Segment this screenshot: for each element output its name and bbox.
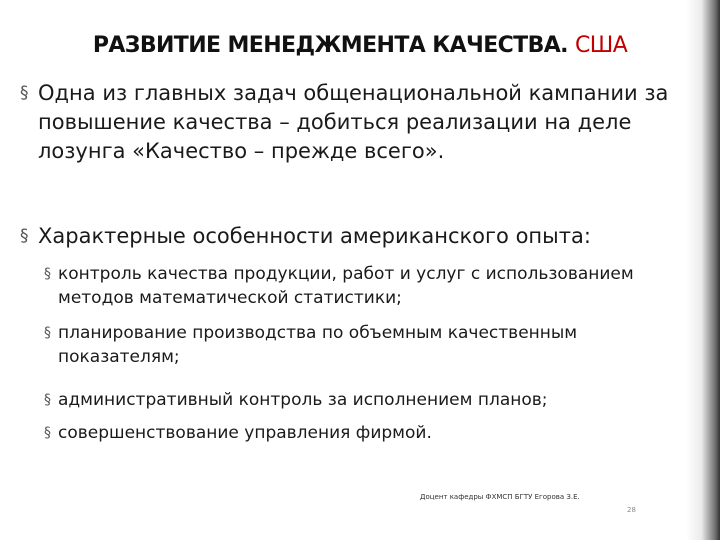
sub-bullet-text: административный контроль за исполнением планов; — [58, 390, 548, 410]
sub-bullet-text: совершенствование управления фирмой. — [58, 423, 432, 443]
bullet-text: Одна из главных задач общенациональной кампании за повышение качества – добиться реализации на деле лозунга «Качество – прежде всего». — [38, 81, 669, 163]
sub-bullet-item — [42, 321, 698, 369]
bullet-marker-icon: § — [20, 83, 29, 103]
sub-bullet-marker-icon: § — [44, 266, 51, 282]
bullet-item — [18, 79, 698, 166]
sub-bullet-marker-icon: § — [44, 392, 51, 408]
title-main: РАЗВИТИЕ МЕНЕДЖМЕНТА КАЧЕСТВА. — [92, 33, 568, 58]
footer-author: Доцент кафедры ФХМСП БГТУ Егорова З.Е. — [420, 493, 580, 501]
sub-bullet-item — [42, 388, 698, 412]
sub-bullet-marker-icon: § — [44, 425, 51, 441]
bullet-item — [18, 222, 698, 251]
bullet-text: Характерные особенности американского опыта: — [38, 224, 591, 248]
page-number: 28 — [627, 506, 636, 514]
bullet-marker-icon: § — [20, 226, 29, 246]
title-accent: США — [575, 33, 628, 58]
slide-title — [40, 33, 680, 58]
right-edge-shadow — [686, 0, 720, 540]
sub-bullet-text: планирование производства по объемным качественным показателям; — [58, 323, 578, 367]
sub-bullet-item — [42, 262, 698, 310]
sub-bullet-text: контроль качества продукции, работ и услуг с использованием методов математической статистики; — [58, 264, 634, 308]
sub-bullet-item — [42, 421, 698, 445]
sub-bullet-marker-icon: § — [44, 325, 51, 341]
